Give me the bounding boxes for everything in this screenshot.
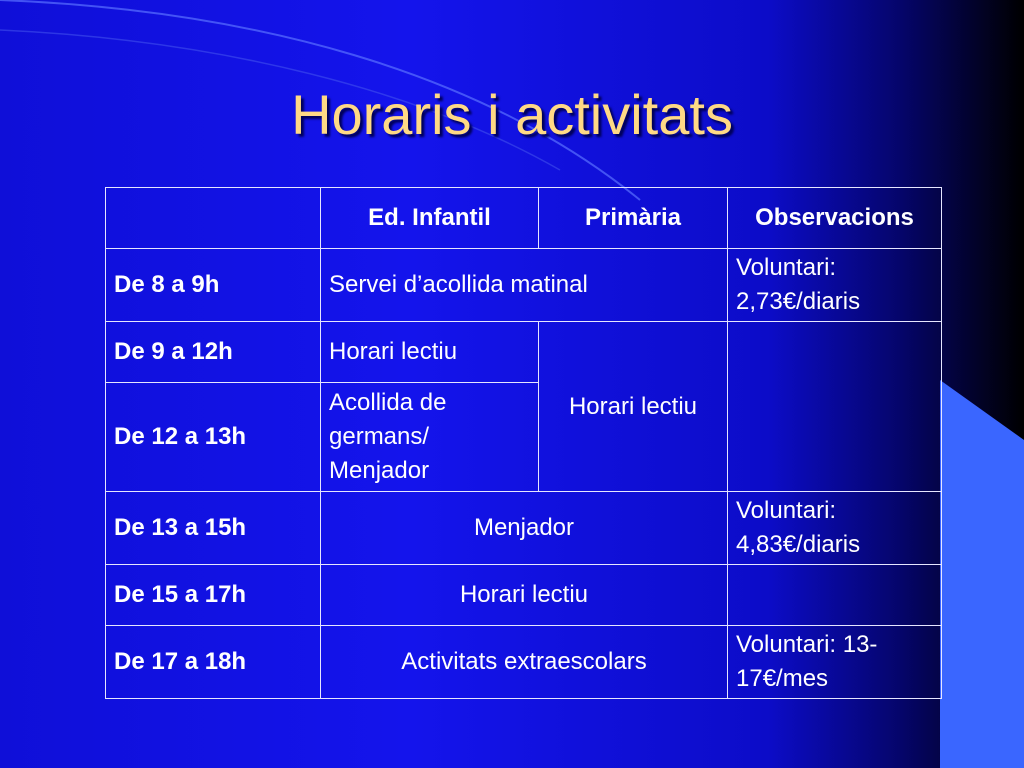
header-cell-ed-infantil: Ed. Infantil — [321, 188, 539, 249]
infantil-cell: Acollida de germans/ Menjador — [321, 383, 539, 492]
schedule-table — [105, 187, 942, 699]
time-cell: De 9 a 12h — [106, 322, 321, 383]
table-header-row — [106, 188, 942, 249]
table-row — [106, 249, 942, 322]
time-cell: De 15 a 17h — [106, 565, 321, 626]
table-row — [106, 492, 942, 565]
note-cell: Voluntari: 13-17€/mes — [728, 626, 942, 699]
activity-cell: Servei d’acollida matinal — [321, 249, 728, 322]
activity-cell: Horari lectiu — [321, 565, 728, 626]
note-cell — [728, 322, 942, 492]
slide-title: Horaris i activitats — [291, 83, 733, 146]
table-row — [106, 626, 942, 699]
note-cell — [728, 565, 942, 626]
primaria-cell: Horari lectiu — [539, 322, 728, 492]
table-row — [106, 322, 942, 383]
time-cell: De 17 a 18h — [106, 626, 321, 699]
time-cell: De 12 a 13h — [106, 383, 321, 492]
activity-cell: Menjador — [321, 492, 728, 565]
note-cell: Voluntari: 4,83€/diaris — [728, 492, 942, 565]
header-cell-primaria: Primària — [539, 188, 728, 249]
time-cell: De 8 a 9h — [106, 249, 321, 322]
header-cell-observacions: Observacions — [728, 188, 942, 249]
header-cell-empty — [106, 188, 321, 249]
activity-cell: Activitats extraescolars — [321, 626, 728, 699]
table-row — [106, 565, 942, 626]
note-cell: Voluntari: 2,73€/diaris — [728, 249, 942, 322]
infantil-cell: Horari lectiu — [321, 322, 539, 383]
time-cell: De 13 a 15h — [106, 492, 321, 565]
